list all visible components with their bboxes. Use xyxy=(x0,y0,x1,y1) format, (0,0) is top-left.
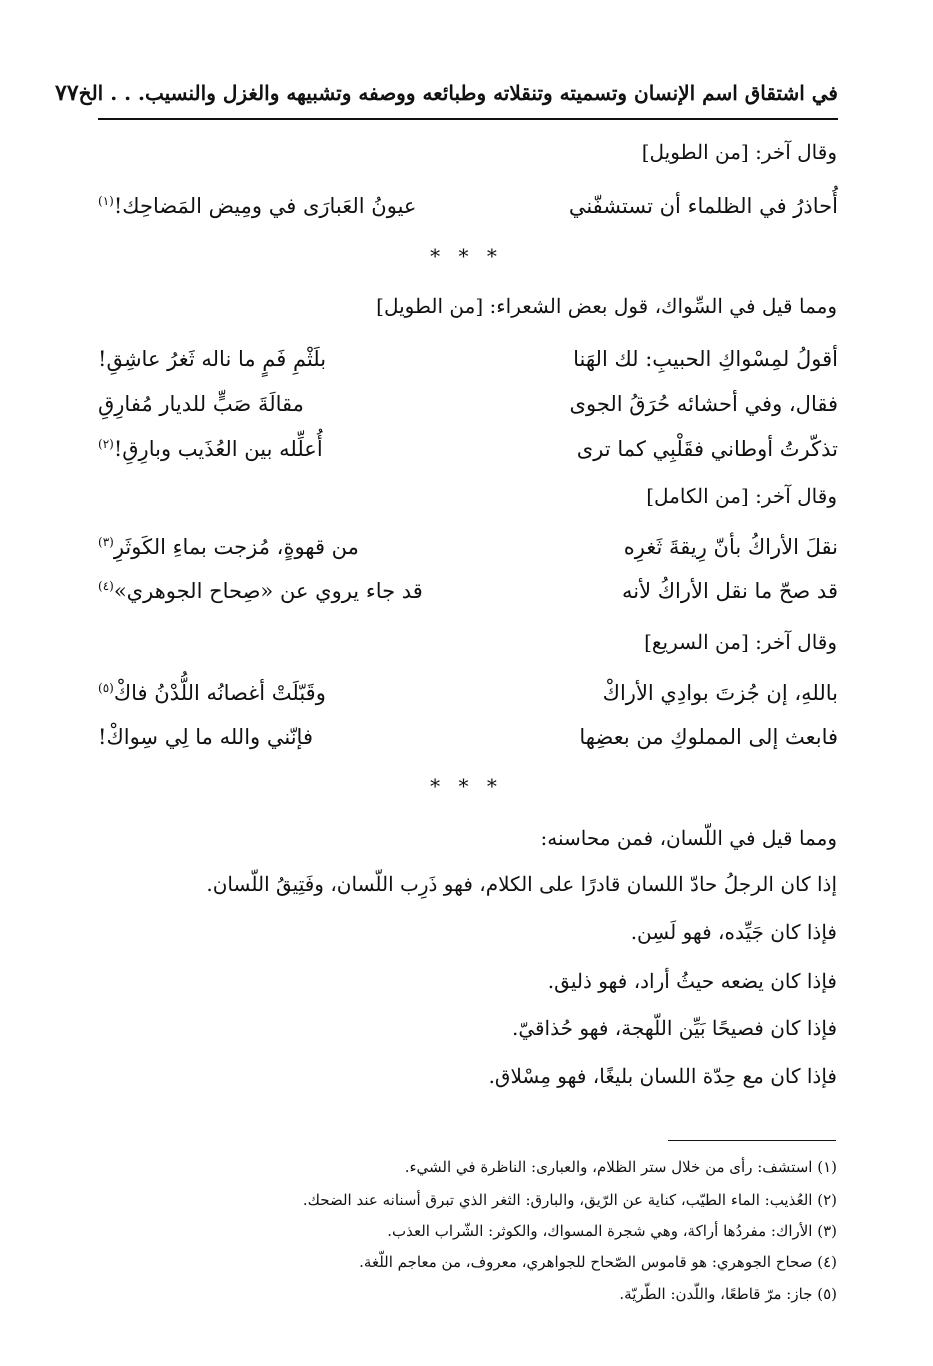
second-hemistich-text: أُعلِّله بين العُذَيب وبارِقِ! xyxy=(113,437,323,461)
second-hemistich xyxy=(98,535,359,559)
prose-paragraph: فإذا كان مع حِدّة اللسان بليغًا، فهو مِسْلاق. xyxy=(488,1064,837,1088)
second-hemistich-text: قد جاء يروي عن «صِحاح الجوهري» xyxy=(113,579,423,603)
second-hemistich: فإنّني والله ما لِي سِواكْ! xyxy=(98,725,313,749)
footnote-marker: (٢) xyxy=(98,437,114,451)
section-separator: * * * xyxy=(430,774,503,798)
second-hemistich xyxy=(98,437,323,461)
footnote: (٣) الأراك: مفردُها أراكة، وهي شجرة المسواك، والكوثر: الشّراب العذب. xyxy=(387,1222,837,1240)
verse-intro: وقال آخر: [من الطويل] xyxy=(641,140,837,164)
verse-line xyxy=(98,672,838,714)
second-hemistich-text: من قهوةٍ، مُزجت بماءِ الكَوثَرِ xyxy=(113,535,359,559)
header-divider xyxy=(98,118,838,120)
second-hemistich: بلَثْمِ فَمٍ ما ناله ثَغرُ عاشِقِ! xyxy=(98,347,327,371)
first-hemistich: فابعث إلى المملوكِ من بعضِها xyxy=(579,725,838,749)
footnote-marker: (١) xyxy=(98,194,114,208)
prose-paragraph: إذا كان الرجلُ حادّ اللسان قادرًا على الكلام، فهو ذَرِب اللّسان، وفَتِيقُ اللّسان. xyxy=(206,872,837,896)
section-intro: ومما قيل في السِّواك، قول بعض الشعراء: [من الطويل] xyxy=(376,294,837,318)
prose-paragraph: فإذا كان فصيحًا بَيِّن اللّهجة، فهو حُذاقيّ. xyxy=(511,1016,837,1040)
first-hemistich: باللهِ، إن جُزتَ بوادِي الأراكْ xyxy=(602,681,838,705)
second-hemistich xyxy=(98,194,416,218)
verse-line xyxy=(98,716,838,758)
running-title: في اشتقاق اسم الإنسان وتسميته وتنقلاته وطبائعه ووصفه وتشبيهه والغزل والنسيب. . . الخ xyxy=(78,81,838,105)
second-hemistich-text: وقَبّلَتْ أغصانُه اللُّدْنُ فاكْ xyxy=(113,681,326,705)
verse-line xyxy=(98,338,838,380)
prose-paragraph: ومما قيل في اللّسان، فمن محاسنه: xyxy=(540,826,837,850)
footnote: (١) استشف: رأى من خلال ستر الظلام، والعبارى: الناظرة في الشيء. xyxy=(404,1158,837,1176)
footnote-marker: (٣) xyxy=(98,535,114,549)
footnote-marker: (٥) xyxy=(98,681,114,695)
footnote-divider xyxy=(668,1140,836,1141)
first-hemistich: نقلَ الأراكُ بأنّ رِيقةَ ثَغرِه xyxy=(623,535,838,559)
first-hemistich: فقال، وفي أحشائه حُرَقُ الجوى xyxy=(569,392,838,416)
second-hemistich-text: عيونُ العَبارَى في ومِيض المَضاحِك! xyxy=(113,194,417,218)
verse-line xyxy=(98,428,838,470)
section-separator: * * * xyxy=(430,244,503,268)
second-hemistich: مقالَةَ صَبٍّ للديار مُفارِقِ xyxy=(98,392,304,416)
footnote: (٥) جاز: مرّ قاطعًا، واللّدن: الطّريّة. xyxy=(619,1285,837,1303)
verse-line xyxy=(98,526,838,568)
footnote-marker: (٤) xyxy=(98,579,114,593)
verse-line xyxy=(98,185,838,227)
second-hemistich xyxy=(98,681,326,705)
prose-paragraph: فإذا كان يضعه حيثُ أراد، فهو ذليق. xyxy=(547,969,837,993)
first-hemistich: تذكّرتُ أوطاني فقَلْبِي كما ترى xyxy=(576,437,838,461)
first-hemistich: قد صحّ ما نقل الأراكُ لأنه xyxy=(621,579,838,603)
verse-intro: وقال آخر: [من السريع] xyxy=(644,630,837,654)
running-header xyxy=(55,78,838,108)
verse-line xyxy=(98,570,838,612)
verse-line xyxy=(98,383,838,425)
second-hemistich xyxy=(98,579,423,603)
prose-paragraph: فإذا كان جَيِّده، فهو لَسِن. xyxy=(630,920,837,944)
verse-intro: وقال آخر: [من الكامل] xyxy=(646,484,837,508)
first-hemistich: أقولُ لمِسْواكِ الحبيبِ: لك الهَنا xyxy=(573,347,838,371)
footnote: (٢) العُذيب: الماء الطيّب، كناية عن الرّيق، والبارق: الثغر الذي تبرق أسنانه عند الضحك. xyxy=(302,1191,837,1209)
first-hemistich: أُحاذرُ في الظلماء أن تستشفّني xyxy=(568,194,838,218)
footnote: (٤) صحاح الجوهري: هو قاموس الصّحاح للجواهري، معروف، من معاجم اللّغة. xyxy=(359,1253,837,1271)
page-number: ٧٧ xyxy=(55,80,79,106)
